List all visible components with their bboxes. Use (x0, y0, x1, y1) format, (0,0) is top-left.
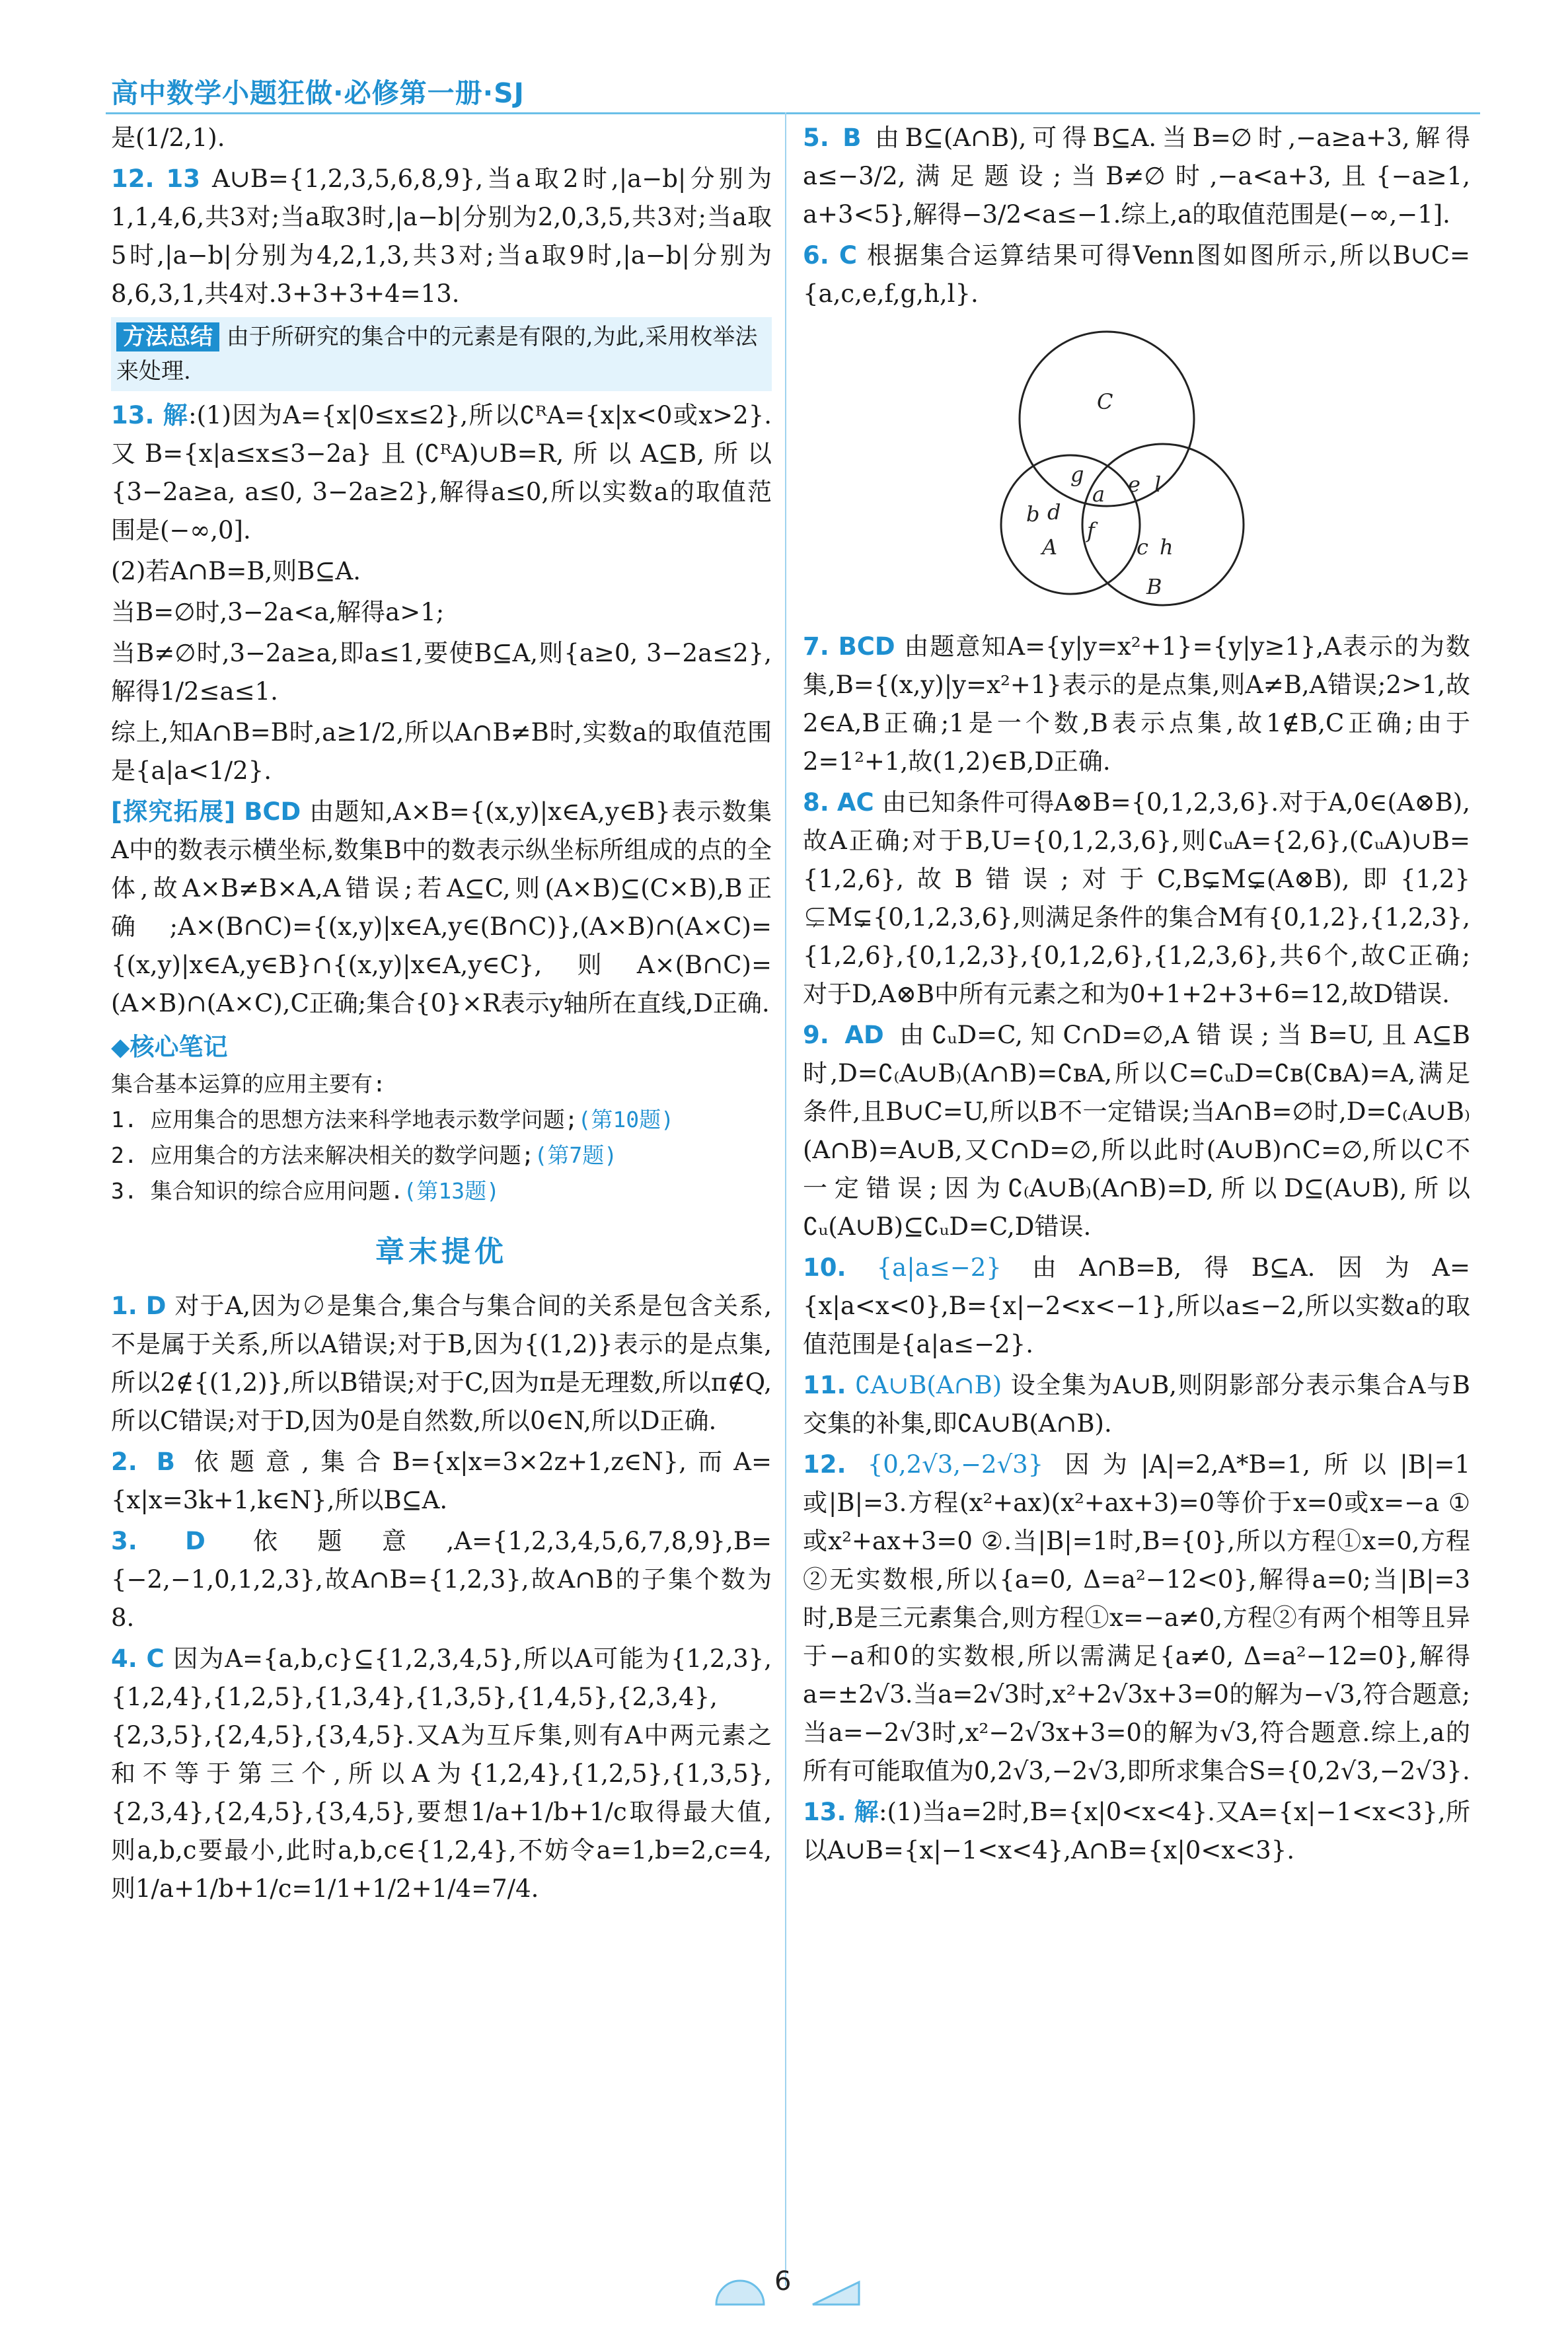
label-d: d (1047, 499, 1061, 525)
left-column (111, 119, 772, 1911)
review-answer-6: 6. C 根据集合运算结果可得Venn图如图所示,所以B∪C={a,c,e,f,g,h,l}. (803, 241, 1471, 308)
answer-key: 解 (163, 401, 189, 429)
label-l: l (1154, 472, 1162, 497)
review-answer-5: 5. B 由B⊆(A∩B),可得B⊆A.当B=∅时,−a≥a+3,解得a≤−3/2,满足题设;当B≠∅时,−a<a+3,且{−a≥1, a+3<5},解得−3/2<a≤−1.综上,a的取值范围是(−∞,−1]. (803, 124, 1470, 229)
venn-diagram (981, 326, 1292, 610)
label-b: b (1026, 501, 1040, 527)
answer-text: A∪B={1,2,3,5,6,8,9},当a取2时,|a−b|分别为1,1,4,6,共3对;当a取3时,|a−b|分别为2,0,3,5,共3对;当a取5时,|a−b|分别为4,2,1,3,共3对;当a取9时,|a−b|分别为8,6,3,1,共4对.3+3+3+4=13. (111, 165, 772, 308)
answer-text: :(1)因为A={x|0≤x≤2},所以∁ᴿA={x|x<0或x>2}.又B={x|a≤x≤3−2a}且(∁ᴿA)∪B=R,所以A⊆B,所以{3−2a≥a, a≤0, 3−2a≥2},解得a≤0,所以实数a的取值范围是(−∞,0]. (111, 401, 772, 544)
method-text: 由于所研究的集合中的元素是有限的,为此,采用枚举法来处理. (116, 324, 758, 385)
label-f: f (1087, 518, 1095, 543)
question-number: 12. (111, 165, 155, 193)
label-h: h (1160, 535, 1174, 560)
header-rule (106, 112, 1480, 114)
label-c-elem: c (1137, 535, 1148, 560)
answer-text: 由题知,A×B={(x,y)|x∈A,y∈B}表示数集A中的数表示横坐标,数集B中的数表示纵坐标所组成的点的全体,故A×B≠B×A,A错误;若A⊆C,则(A×B)⊆(C×B),B正确;A×(B∩C)={(x,y)|x∈A,y∈(B∩C)},(A×B)∩(A×C)={(x,y)|x∈A,y∈B}∩{(x,y)|x∈A,y∈C},则A×(B∩C)=(A×B)∩(A×C),C正确;集合{0}×R表示y轴所在直线,D正确. (111, 797, 772, 1017)
answer-key: BCD (244, 797, 301, 826)
core-notes (111, 1066, 772, 1209)
answer-13-part2: (2)若A∩B=B,则B⊆A. (111, 557, 361, 585)
review-answer-1: 1. D 对于A,因为∅是集合,集合与集合间的关系是包含关系,不是属于关系,所以A错误;对于B,因为{(1,2)}表示的是点集,所以2∉{(1,2)},所以B错误;对于C,因为π是无理数,所以π∉Q,所以C错误;对于D,因为0是自然数,所以0∈N,所以D正确. (111, 1292, 772, 1435)
answer-13-conclusion: 综上,知A∩B=B时,a≥1/2,所以A∩B≠B时,实数a的取值范围是{a|a<1/2}. (111, 718, 772, 785)
review-answer-4: 4. C 因为A={a,b,c}⊆{1,2,3,4,5},所以A可能为{1,2,3},{1,2,4},{1,2,5},{1,3,4},{1,3,5},{1,4,5},{2,3,4},{2,3,5},{2,4,5},{3,4,5}.又A为互斥集,则有A中两元素之和不等于第三个,所以A为{1,2,4},{1,2,5},{1,3,5},{2,3,4},{2,4,5},{3,4,5},要想1/a+1/b+1/c取得最大值,则a,b,c要最小,此时a,b,c∈{1,2,4},不妨令a=1,b=2,c=4,则1/a+1/b+1/c=1/1+1/2+1/4=7/4. (111, 1644, 772, 1903)
answer-13-case2: 当B≠∅时,3−2a≥a,即a≤1,要使B⊆A,则{a≥0, 3−2a≤2},解得1/2≤a≤1. (111, 639, 772, 706)
section-title: 章末提优 (375, 1235, 507, 1269)
method-tag: 方法总结 (116, 322, 219, 351)
review-answer-9: 9. AD 由∁ᵤD=C,知C∩D=∅,A错误;当B=U,且A⊆B时,D=∁₍A∪B₎(A∩B)=∁ʙA,所以C=∁ᵤD=∁ʙ(∁ʙA)=A,满足条件,且B∪C=U,所以B不一定错误;当A∩B=∅时,D=∁₍A∪B₎(A∩B)=A∪B,又C∩D=∅,所以此时(A∪B)∩C=∅,所以C不一定错误;因为∁₍A∪B₎(A∩B)=D,所以D⊆(A∪B),所以∁ᵤ(A∪B)⊆∁ᵤD=C,D错误. (803, 1021, 1470, 1241)
review-answer-11: 11. ∁A∪B(A∩B) 设全集为A∪B,则阴影部分表示集合A与B交集的补集,即∁A∪B(A∩B). (803, 1371, 1470, 1438)
label-e: e (1128, 472, 1140, 497)
column-divider (785, 112, 786, 2286)
set-square-icon (813, 2282, 859, 2305)
circle-b (1082, 444, 1244, 605)
protractor-icon (716, 2281, 764, 2305)
review-answer-13: 13. 解:(1)当a=2时,B={x|0<x<4}.又A={x|−1<x<3},所以A∪B={x|−1<x<4},A∩B={x|0<x<3}. (803, 1798, 1470, 1864)
notes-item: 2. 应用集合的方法来解决相关的数学问题;(第7题) (111, 1142, 618, 1168)
answer-continuation: 是(1/2,1). (111, 124, 225, 152)
label-b-set: B (1146, 574, 1162, 599)
answer-13-part1 (111, 396, 772, 550)
question-number: 13. (111, 401, 155, 429)
notes-item: 1. 应用集合的思想方法来科学地表示数学问题;(第10题) (111, 1107, 674, 1132)
notes-intro: 集合基本运算的应用主要有: (111, 1071, 386, 1097)
page-number: 6 (774, 2266, 792, 2297)
explore-extension (111, 793, 772, 1023)
method-summary (111, 317, 772, 391)
review-answer-8: 8. AC 由已知条件可得A⊗B={0,1,2,3,6}.对于A,0∈(A⊗B),故A正确;对于B,U={0,1,2,3,6},则∁ᵤA={2,6},(∁ᵤA)∪B={1,2,6},故B错误;对于C,B⊊M⊊(A⊗B),即{1,2}⊊M⊊{0,1,2,3,6},则满足条件的集合M有{0,1,2},{1,2,3},{1,2,6},{0,1,2,3},{0,1,2,6},{1,2,3,6},共6个,故C正确;对于D,A⊗B中所有元素之和为0+1+2+3+6=12,故D错误. (803, 788, 1470, 1008)
core-notes-title: ◆核心笔记 (111, 1033, 228, 1061)
review-answer-3: 3. D 依题意,A={1,2,3,4,5,6,7,8,9},B={−2,−1,0,1,2,3},故A∩B={1,2,3},故A∩B的子集个数为8. (111, 1527, 772, 1632)
label-a: a (1092, 482, 1105, 507)
review-answer-10: 10. {a|a≤−2} 由A∩B=B,得B⊆A.因为A={x|a<x<0},B={x|−2<x<−1},所以a≤−2,所以实数a的取值范围是{a|a≤−2}. (803, 1253, 1471, 1358)
label-g: g (1070, 462, 1084, 487)
label-a-set: A (1042, 535, 1058, 560)
answer-12 (111, 160, 772, 313)
explore-tag: [探究拓展] (111, 797, 236, 826)
answer-13-case1: 当B=∅时,3−2a<a,解得a>1; (111, 598, 445, 626)
notes-item: 3. 集合知识的综合应用问题.(第13题) (111, 1178, 500, 1204)
header-title: 高中数学小题狂做·必修第一册·SJ (111, 77, 525, 109)
review-answer-12: 12. {0,2√3,−2√3} 因为|A|=2,A*B=1,所以|B|=1或|B|=3.方程(x²+ax)(x²+ax+3)=0等价于x=0或x=−a ①或x²+ax+3=0 ②.当|B|=1时,B={0},所以方程①x=0,方程②无实数根,所以{a=0, Δ=a²−12<0},解得a=0;当|B|=3时,B是三元素集合,则方程①x=−a≠0,方程②有两个相等且异于−a和0的实数根,所以需满足{a≠0, Δ=a²−12=0},解得a=±2√3.当a=2√3时,x²+2√3x+3=0的解为−√3,符合题意;当a=−2√3时,x²−2√3x+3=0的解为√3,符合题意.综上,a的所有可能取值为0,2√3,−2√3,即所求集合S={0,2√3,−2√3}. (803, 1450, 1471, 1785)
review-answer-2: 2. B 依题意,集合B={x|x=3×2z+1,z∈N},而A={x|x=3k+1,k∈N},所以B⊆A. (111, 1448, 772, 1514)
answer-key: 13 (166, 165, 201, 193)
circle-c (1020, 332, 1194, 506)
review-answer-7: 7. BCD 由题意知A={y|y=x²+1}={y|y≥1},A表示的为数集,B={(x,y)|y=x²+1}表示的是点集,则A≠B,A错误;2>1,故2∈A,B正确;1是一个数,B表示点集,故1∉B,C正确;由于2=1²+1,故(1,2)∈B,D正确. (803, 632, 1470, 776)
label-c: C (1097, 389, 1113, 414)
right-column (803, 119, 1470, 1872)
